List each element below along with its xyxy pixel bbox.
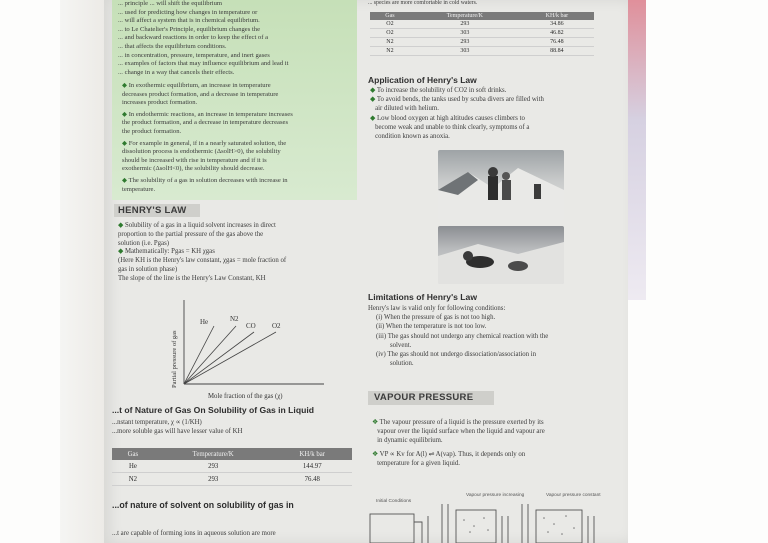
table-cell: 76.48	[520, 38, 594, 47]
henry-line: ◆ Solubility of a gas in a liquid solvent increases in direct	[118, 222, 276, 229]
intro-line: ... and backward reactions in order to keep the effect of a	[118, 34, 269, 42]
table-cell: 144.97	[273, 460, 352, 473]
table-cell: O2	[370, 20, 410, 29]
henry-line: (Here KH is the Henry's law constant, χgas = mole fraction of	[118, 257, 287, 265]
intro-line: ... in concentration, pressure, temperature, and inert gases	[118, 51, 270, 59]
table-cell: N2	[370, 47, 410, 56]
henrys-law-graph	[164, 296, 354, 404]
bullet-icon: ◆	[370, 114, 377, 122]
table-cell: 293	[154, 473, 273, 486]
top-text: ... species are more comfortable in cold waters.	[368, 0, 478, 6]
graph-xlabel: Mole fraction of the gas (χ)	[208, 393, 283, 400]
paragraph: ❖ The vapour pressure of a liquid is the pressure exerted by its vapour over the liquid surface when the liquid and vapour are in dynamic equilibrium.	[372, 419, 545, 445]
table-cell: 88.84	[520, 47, 594, 56]
table-cell: 293	[410, 38, 520, 47]
bullet-icon: ◆	[122, 176, 129, 184]
bullet-icon: ◆	[122, 82, 129, 89]
intro-text	[118, 0, 354, 77]
nature-of-gas-heading: ...t of Nature of Gas On Solubility of Gas in Liquid	[112, 405, 314, 415]
henry-line: solution (i.e. Pgas)	[118, 239, 169, 247]
henrys-law-text	[118, 222, 354, 284]
vapour-dots	[463, 517, 489, 533]
bullet-item: ◆ In exothermic equilibrium, an increase in temperature decreases product formation, and a decrease in temperature increases product formation.	[122, 82, 279, 107]
background-object-right	[626, 0, 646, 300]
list-item: (i) When the pressure of gas is not too high.	[376, 314, 496, 322]
manometer-1	[370, 514, 428, 543]
text-line: Henry's law is valid only for following conditions:	[368, 305, 506, 312]
column-header: KH/k bar	[520, 12, 594, 20]
graph-label-o2: O2	[272, 322, 281, 330]
henry-line: proportion to the partial pressure of the gas above the	[118, 230, 264, 238]
nature-gas-table	[112, 448, 352, 486]
column-header: Temperature/K	[410, 12, 520, 20]
bullet-icon: ❖	[372, 419, 380, 426]
temperature-table	[370, 12, 594, 56]
graph-line-n2	[184, 326, 236, 384]
henry-line: gas in solution phase)	[118, 265, 178, 273]
bullet-item: ◆ To avoid bends, the tanks used by scuba divers are filled with air diluted with helium.	[370, 96, 544, 113]
application-heading: Application of Henry's Law	[368, 75, 477, 85]
graph-ylabel: Partial pressure of gas	[171, 330, 178, 388]
table-cell: 76.48	[273, 473, 352, 486]
limitations-list	[368, 304, 620, 368]
graph-line-co	[184, 332, 254, 384]
bullet-item: ◆ The solubility of a gas in solution decreases with increase in temperature.	[122, 176, 288, 193]
intro-line: ... will affect a system that is in chemical equilibrium.	[118, 17, 260, 25]
henry-line: ◆ Mathematically: Pgas = KH χgas	[118, 248, 215, 256]
list-item: solvent.	[390, 341, 412, 349]
bullet-icon: ◆	[118, 222, 125, 229]
nature-of-solvent-heading: ...of nature of solvent on solubility of gas in	[112, 500, 294, 510]
list-item: solution.	[390, 360, 414, 368]
henry-line: The slope of the line is the Henry's Law Constant, KH	[118, 274, 266, 282]
climbers-photo	[438, 150, 564, 220]
intro-line: ... examples of factors that may influence equilibrium and lead it	[118, 60, 289, 68]
table-cell: 293	[154, 460, 273, 473]
vapour-pressure-text	[372, 418, 622, 468]
diagram-label: Vapour pressure increasing	[466, 493, 525, 498]
list-item: (iv) The gas should not undergo dissociation/association in	[376, 351, 537, 359]
henrys-law-heading: HENRY'S LAW	[114, 204, 200, 217]
bullet-icon: ◆	[118, 248, 125, 256]
table-cell: N2	[112, 473, 154, 486]
list-item: (iii) The gas should not undergo any chemical reaction with the	[376, 332, 549, 340]
text-line: ...more soluble gas will have lesser value of KH	[112, 428, 243, 435]
bullet-item: ◆ Low blood oxygen at high altitudes causes climbers to become weak and unable to think clearly, symptoms of a condition known as anoxia.	[370, 114, 530, 141]
table-row	[112, 473, 352, 486]
diagram-label: Vapour pressure constant	[546, 493, 601, 498]
table-cell: 303	[410, 29, 520, 38]
bullet-item: ◆ In endothermic reactions, an increase in temperature increases the product formation, and a decrease in temperature decreases the product formation.	[122, 110, 293, 135]
bullet-icon: ◆	[370, 87, 377, 94]
intro-line: ... change in a way that cancels their effects.	[118, 68, 235, 76]
bullet-icon: ◆	[122, 110, 129, 118]
left-column	[112, 0, 360, 543]
limitations-heading: Limitations of Henry's Law	[368, 292, 478, 302]
table-row	[370, 29, 594, 38]
bullet-list	[122, 82, 354, 194]
anoxia-illustration	[438, 226, 564, 284]
background-blur-left	[60, 0, 106, 543]
text-line: ...nstant temperature, χ ∝ (1/KH)	[112, 419, 202, 426]
column-header: Gas	[112, 448, 154, 460]
intro-line: ... principle ... will shift the equilibrium	[118, 0, 223, 7]
table-cell: 34.86	[520, 20, 594, 29]
vapour-pressure-heading: VAPOUR PRESSURE	[368, 391, 494, 405]
column-header: Temperature/K	[154, 448, 273, 460]
table-row	[112, 460, 352, 473]
intro-line: ... to Le Chatelier's Principle, equilibrium changes the	[118, 25, 261, 33]
manometer-3	[522, 504, 594, 543]
column-header: Gas	[370, 12, 410, 20]
bullet-item: ◆ For example in general, if in a nearly saturated solution, the dissolution process is endothermic (ΔsolH>0), the solubility should be increased with rise in temperature and if it is exothermic (ΔsolH<0), the solubility should decrease.	[122, 139, 287, 173]
vapour-dots	[543, 515, 575, 535]
graph-label-n2: N2	[230, 315, 239, 323]
intro-line: ... used for predicting how changes in temperature or	[118, 8, 258, 16]
table-row	[370, 47, 594, 56]
bullet-icon: ❖	[372, 450, 380, 458]
graph-label-he: He	[200, 318, 209, 326]
paragraph: ❖ VP ∝ Kv for A(l) ⇌ A(vap). Thus, it depends only on temperature for a given liquid.	[372, 450, 526, 467]
bullet-icon: ◆	[370, 96, 377, 104]
intro-line: ... that affects the equilibrium conditions.	[118, 42, 227, 50]
nature-of-gas-text	[112, 418, 360, 436]
text-line: ...t are capable of forming ions in aqueous solution are more	[112, 530, 276, 537]
table-header-row	[370, 12, 594, 20]
vapour-pressure-diagram	[362, 486, 628, 543]
list-item: (ii) When the temperature is not too low.	[376, 323, 487, 331]
table-cell: 303	[410, 47, 520, 56]
manometer-2	[442, 504, 508, 543]
right-column	[362, 0, 628, 543]
table-cell: He	[112, 460, 154, 473]
bullet-icon: ◆	[122, 139, 129, 147]
climbers-illustration	[438, 150, 564, 220]
table-row	[370, 20, 594, 29]
table-cell: 46.82	[520, 29, 594, 38]
diagram-label: Initial Conditions	[376, 499, 412, 504]
table-cell: 293	[410, 20, 520, 29]
textbook-page	[104, 0, 628, 543]
graph-label-co: CO	[246, 322, 256, 330]
application-list	[370, 86, 620, 141]
table-header-row	[112, 448, 352, 460]
table-cell: O2	[370, 29, 410, 38]
table-cell: N2	[370, 38, 410, 47]
anoxia-photo	[438, 226, 564, 284]
bullet-item: ◆ To increase the solubility of CO2 in soft drinks.	[370, 87, 507, 94]
table-row	[370, 38, 594, 47]
column-header: KH/k bar	[273, 448, 352, 460]
